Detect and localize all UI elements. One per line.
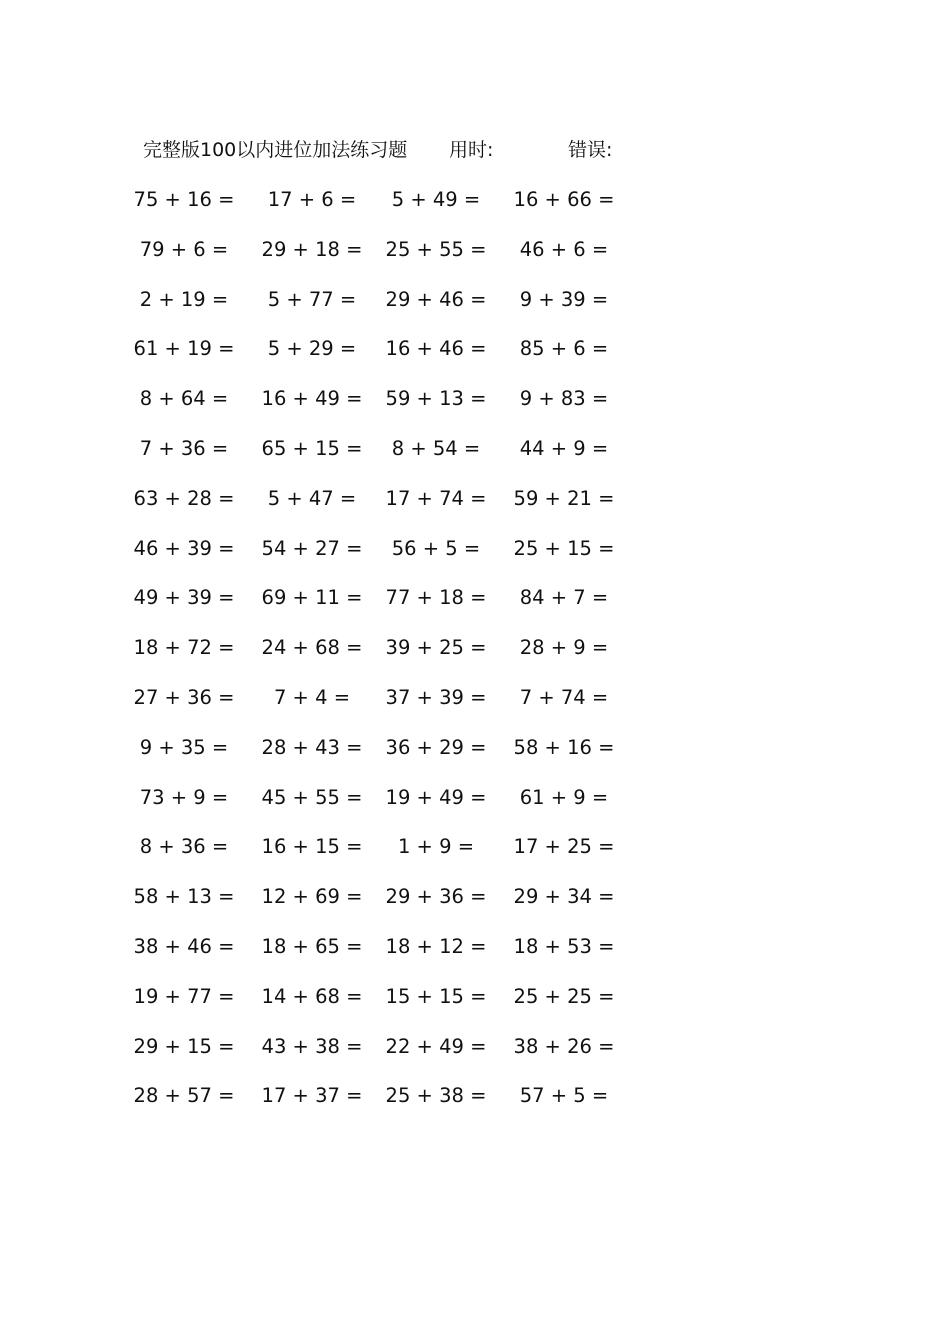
problem-item: 84 + 7 = [519, 586, 609, 610]
problem-row [0, 534, 950, 564]
problem-item: 63 + 28 = [133, 486, 235, 510]
problem-item: 1 + 9 = [397, 835, 475, 859]
problem-item: 25 + 55 = [385, 237, 487, 261]
problem-item: 75 + 16 = [133, 188, 235, 211]
problem-item: 59 + 21 = [513, 486, 615, 510]
problem-item: 5 + 77 = [267, 287, 357, 311]
problem-row [0, 484, 950, 514]
worksheet-header [143, 137, 663, 163]
worksheet-title: 完整版100以内进位加法练习题 [143, 139, 408, 161]
problem-item: 25 + 25 = [513, 984, 615, 1008]
problem-item: 8 + 36 = [139, 835, 229, 859]
problem-item: 54 + 27 = [261, 536, 363, 560]
problem-item: 61 + 9 = [519, 785, 609, 809]
problem-item: 36 + 29 = [385, 735, 487, 759]
problem-item: 16 + 49 = [261, 387, 363, 411]
problem-item: 59 + 13 = [385, 387, 487, 411]
problem-item: 43 + 38 = [261, 1034, 363, 1058]
problem-item: 2 + 19 = [139, 287, 229, 311]
problem-item: 16 + 15 = [261, 835, 363, 859]
problem-item: 8 + 64 = [139, 387, 229, 411]
problem-item: 17 + 25 = [513, 835, 615, 859]
problem-item: 7 + 74 = [519, 686, 609, 709]
problem-item: 8 + 54 = [391, 437, 481, 460]
problem-item: 49 + 39 = [133, 586, 235, 610]
problem-item: 58 + 16 = [513, 735, 615, 759]
problem-item: 25 + 38 = [385, 1084, 487, 1108]
problem-item: 79 + 6 = [139, 237, 229, 261]
problem-item: 19 + 77 = [133, 984, 235, 1008]
problem-item: 56 + 5 = [391, 536, 481, 560]
problem-item: 19 + 49 = [385, 785, 487, 809]
problem-item: 37 + 39 = [385, 686, 487, 709]
problem-item: 38 + 46 = [133, 935, 235, 958]
problem-item: 29 + 15 = [133, 1034, 235, 1058]
problem-item: 5 + 29 = [267, 337, 357, 361]
problem-item: 38 + 26 = [513, 1034, 615, 1058]
problem-item: 28 + 57 = [133, 1084, 235, 1108]
problem-row [0, 334, 950, 364]
problem-item: 27 + 36 = [133, 686, 235, 709]
problem-item: 46 + 39 = [133, 536, 235, 560]
problem-item: 16 + 66 = [513, 188, 615, 211]
problem-item: 29 + 18 = [261, 237, 363, 261]
problem-row [0, 982, 950, 1012]
problem-item: 7 + 36 = [139, 437, 229, 460]
problem-row [0, 583, 950, 613]
problem-item: 77 + 18 = [385, 586, 487, 610]
problem-item: 57 + 5 = [519, 1084, 609, 1108]
problem-item: 44 + 9 = [519, 437, 609, 460]
errors-label: 错误: [568, 139, 613, 161]
problem-row [0, 434, 950, 464]
problem-item: 7 + 4 = [273, 686, 351, 709]
problem-item: 9 + 39 = [519, 287, 609, 311]
problem-item: 17 + 6 = [267, 188, 357, 211]
problem-item: 5 + 47 = [267, 486, 357, 510]
problem-row [0, 1081, 950, 1111]
problem-row [0, 733, 950, 763]
problem-item: 18 + 72 = [133, 636, 235, 660]
problem-item: 14 + 68 = [261, 984, 363, 1008]
problem-item: 9 + 83 = [519, 387, 609, 411]
problem-item: 45 + 55 = [261, 785, 363, 809]
problem-item: 61 + 19 = [133, 337, 235, 361]
problem-row [0, 832, 950, 862]
problem-item: 18 + 65 = [261, 935, 363, 958]
problem-row [0, 783, 950, 813]
problem-row [0, 633, 950, 663]
problem-item: 85 + 6 = [519, 337, 609, 361]
problem-row [0, 285, 950, 315]
problem-item: 5 + 49 = [391, 188, 481, 211]
problem-item: 18 + 12 = [385, 935, 487, 958]
problem-item: 16 + 46 = [385, 337, 487, 361]
problem-item: 9 + 35 = [139, 735, 229, 759]
problem-row [0, 1032, 950, 1062]
problem-item: 69 + 11 = [261, 586, 363, 610]
problem-row [0, 932, 950, 962]
problem-item: 73 + 9 = [139, 785, 229, 809]
time-label: 用时: [449, 139, 494, 161]
problem-item: 29 + 34 = [513, 885, 615, 909]
problem-row [0, 185, 950, 215]
problem-item: 18 + 53 = [513, 935, 615, 958]
problem-item: 29 + 46 = [385, 287, 487, 311]
problem-row [0, 235, 950, 265]
problem-item: 17 + 37 = [261, 1084, 363, 1108]
problem-row [0, 384, 950, 414]
problem-item: 39 + 25 = [385, 636, 487, 660]
problem-item: 17 + 74 = [385, 486, 487, 510]
problem-item: 25 + 15 = [513, 536, 615, 560]
problem-item: 24 + 68 = [261, 636, 363, 660]
problem-item: 65 + 15 = [261, 437, 363, 460]
problem-item: 58 + 13 = [133, 885, 235, 909]
problem-item: 12 + 69 = [261, 885, 363, 909]
problem-row [0, 882, 950, 912]
problem-item: 28 + 43 = [261, 735, 363, 759]
problem-item: 29 + 36 = [385, 885, 487, 909]
problem-item: 46 + 6 = [519, 237, 609, 261]
problem-item: 15 + 15 = [385, 984, 487, 1008]
problem-row [0, 683, 950, 713]
problem-item: 22 + 49 = [385, 1034, 487, 1058]
problem-item: 28 + 9 = [519, 636, 609, 660]
